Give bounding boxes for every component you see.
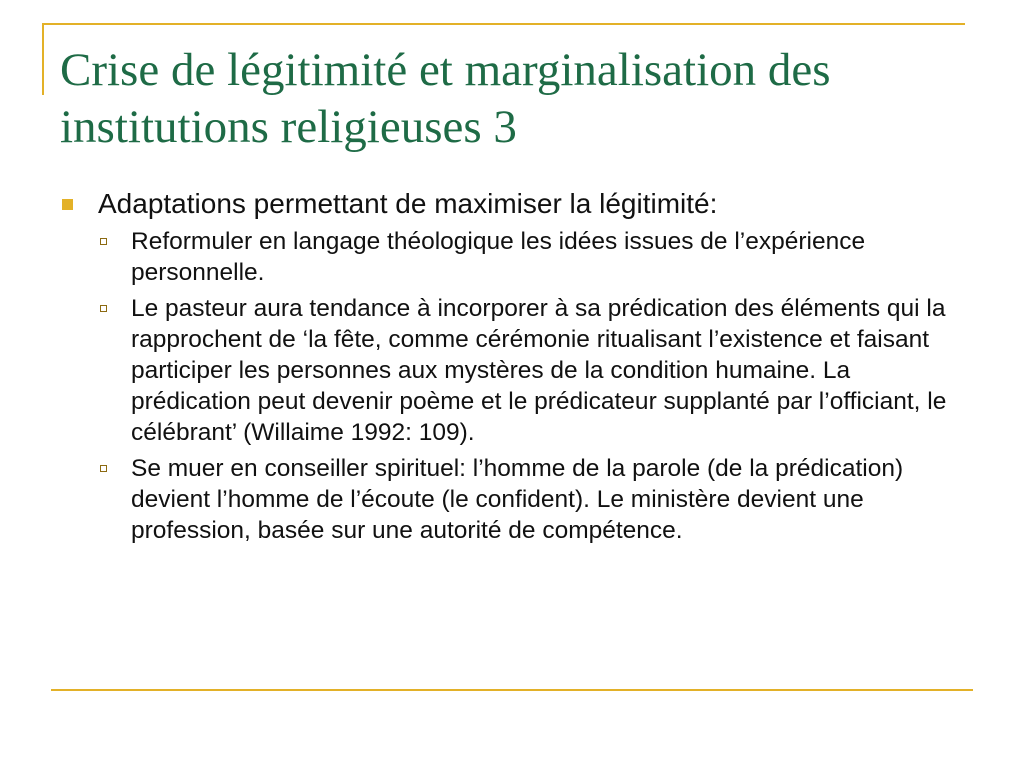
sub-bullet-item	[100, 293, 974, 448]
hollow-square-bullet-icon	[100, 305, 107, 312]
slide-title: Crise de légitimité et marginalisation des institutions religieuses 3	[60, 44, 831, 153]
sub-bullet-list	[62, 226, 974, 546]
bottom-rule	[51, 689, 973, 691]
slide-body	[62, 187, 974, 551]
sub-bullet-item	[100, 226, 974, 288]
sub-bullet-text: Se muer en conseiller spirituel: l’homme de la parole (de la prédication) devient l’homme de l’écoute (le confident). Le ministère devient une profession, basée sur une autorité de compétence.	[131, 455, 904, 544]
sub-bullet-text: Reformuler en langage théologique les idées issues de l’expérience personnelle.	[131, 228, 866, 286]
sub-bullet-item	[100, 453, 974, 546]
sub-bullet-text: Le pasteur aura tendance à incorporer à sa prédication des éléments qui la rapprochent de ‘la fête, comme cérémonie ritualisant l’existence et faisant participer les personnes aux mystères de la condition humaine. La prédication peut devenir poème et le prédicateur supplanté par l’officiant, le célébrant’ (Willaime 1992: 109).	[131, 295, 947, 446]
left-rule	[42, 23, 44, 95]
hollow-square-bullet-icon	[100, 238, 107, 245]
filled-square-bullet-icon	[62, 199, 73, 210]
bullet-text: Adaptations permettant de maximiser la légitimité:	[98, 188, 718, 219]
bullet-item	[62, 187, 974, 220]
top-rule	[42, 23, 965, 25]
hollow-square-bullet-icon	[100, 465, 107, 472]
